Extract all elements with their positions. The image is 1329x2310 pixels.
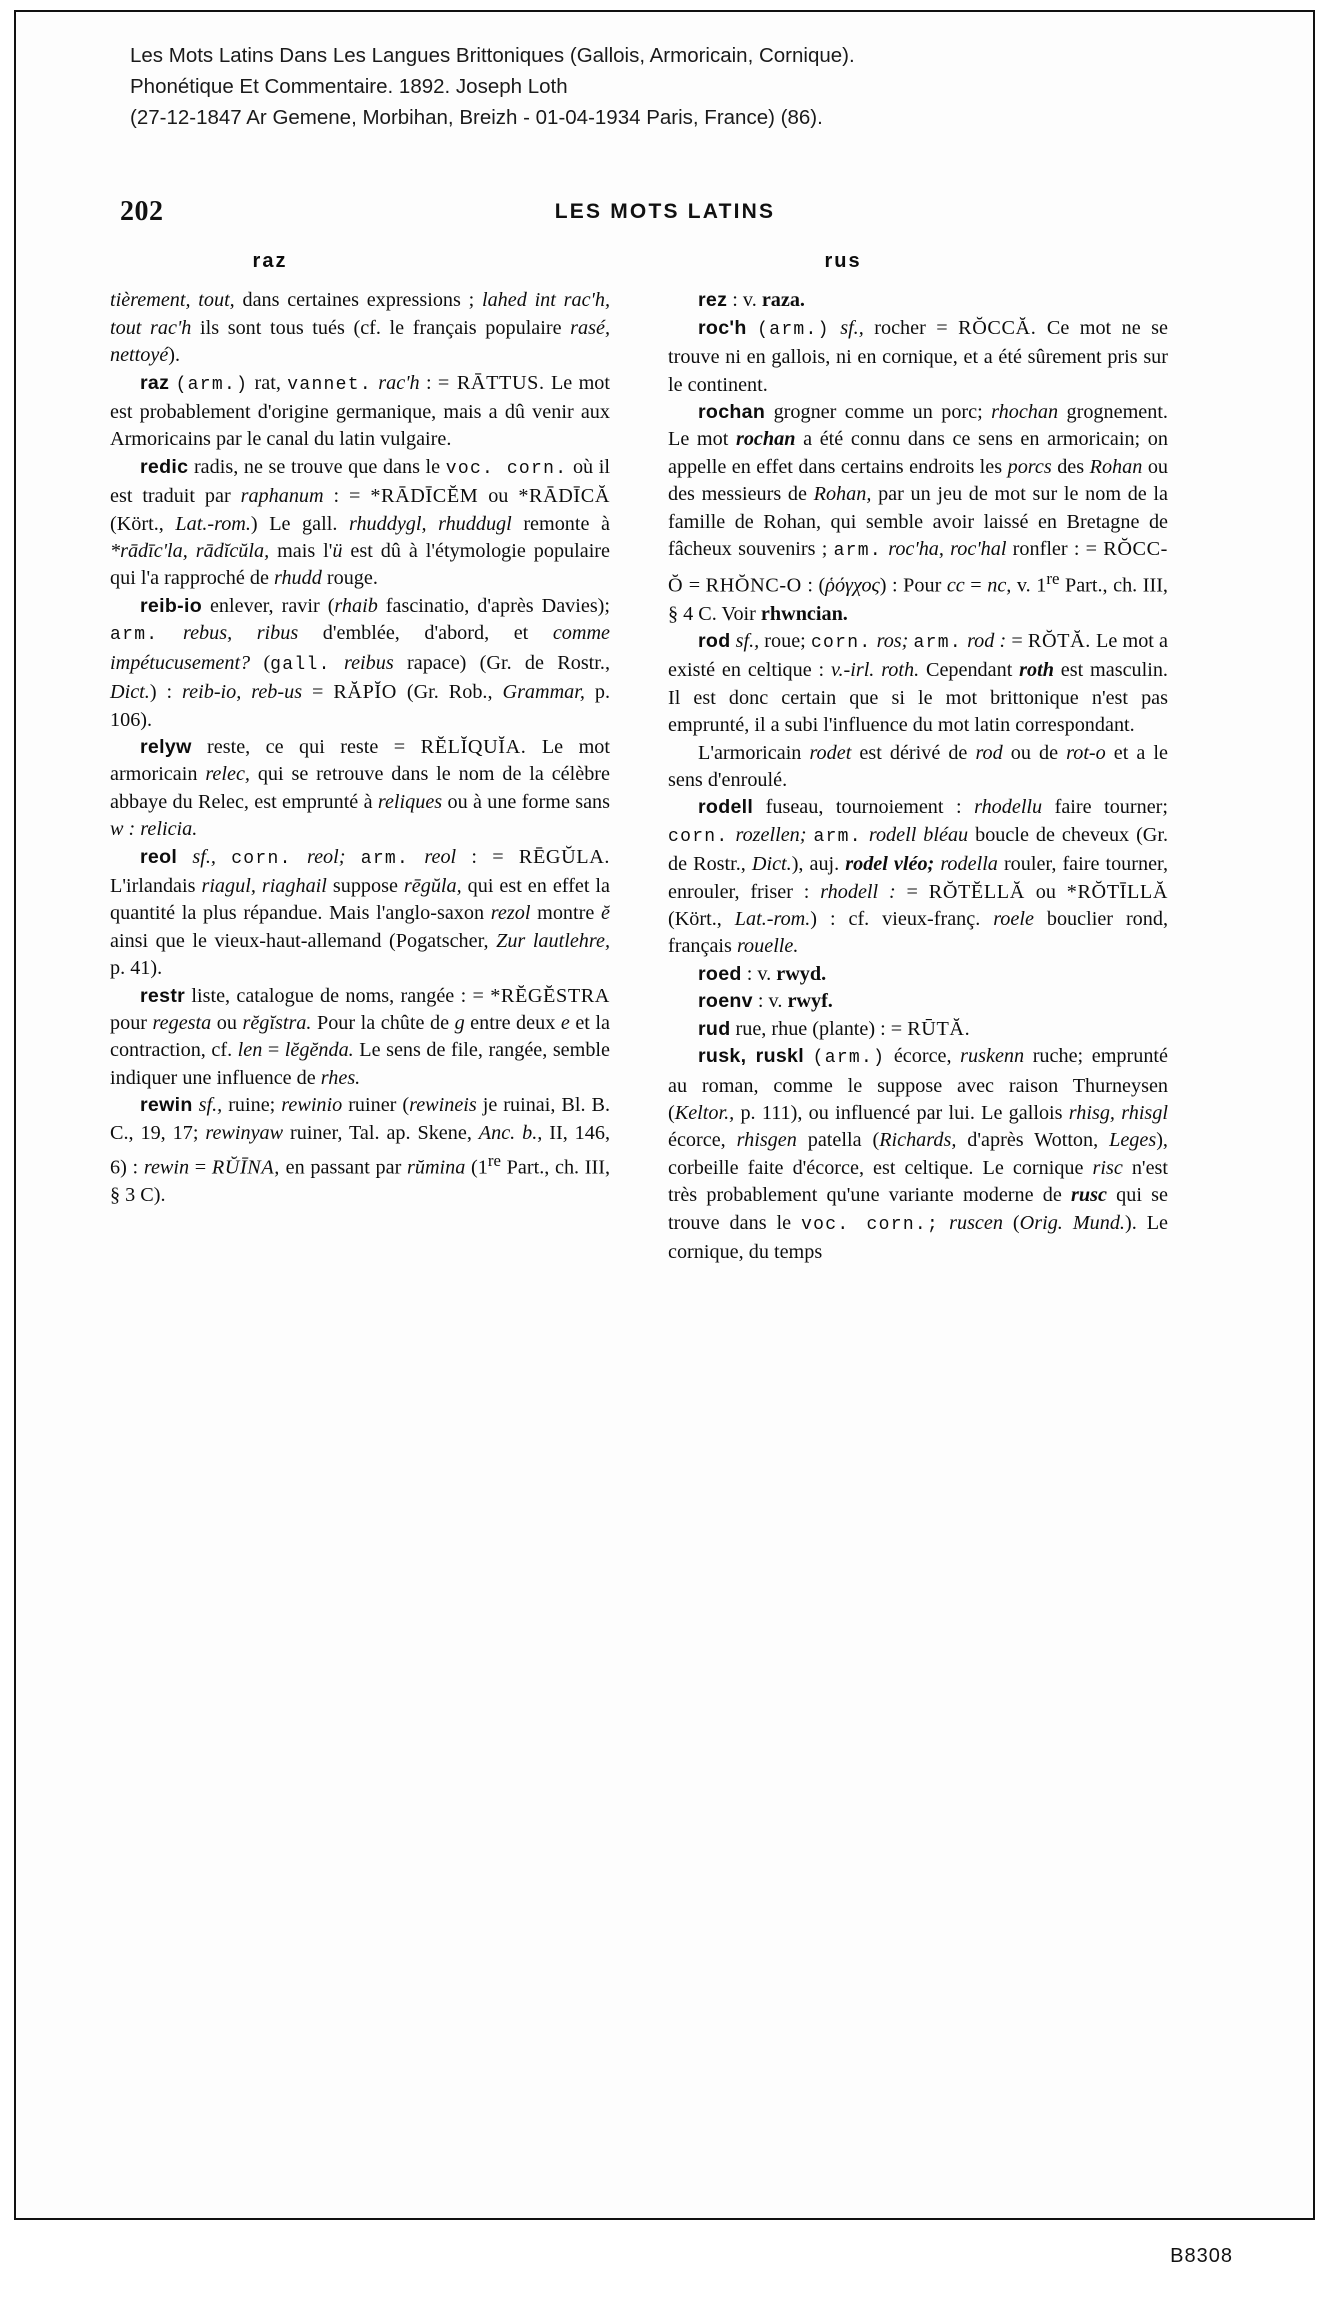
page-header	[110, 196, 1220, 226]
page-number: 202	[120, 196, 164, 227]
paragraph: rusk, ruskl (arm.) écorce, ruskenn ruche; emprunté au roman, comme le suppose avec raison Thurneysen (Keltor., p. 111), ou influencé par lui. Le gallois rhisg, rhisgl écorce, rhisgen patella (Richards, d'après Wotton, Leges), corbeille faite d'écorce, est celtique. Le cornique risc n'est très probablement qu'une variante moderne de rusc qui se trouve dans le voc. corn.; ruscen (Orig. Mund.). Le cornique, du temps	[668, 1045, 1169, 1263]
paragraph: relyw reste, ce qui reste = RĔLĬQUĬA. Le mot armoricain relec, qui se retrouve dans le nom de la célèbre abbaye du Relec, est emprunté à reliques ou à une forme sans w : relicia.	[110, 735, 610, 841]
catchword-left: raz	[252, 250, 288, 272]
paragraph: rez : v. raza.	[698, 289, 805, 312]
header-line-1: Les Mots Latins Dans Les Langues Brittoniques (Gallois, Armoricain, Cornique).	[130, 44, 855, 67]
paragraph: rod sf., roue; corn. ros; arm. rod : = RŎTĂ. Le mot a existé en celtique : v.-irl. roth. Cependant roth est masculin. Il est donc certain que si le mot brittonique n'est pas emprunté, il a subi l'influence du mot latin correspondant.	[668, 630, 1168, 737]
column-right	[668, 248, 1168, 1266]
archive-barcode-id: B8308	[1170, 2245, 1233, 2267]
running-head: LES MOTS LATINS	[554, 200, 776, 223]
paragraph: raz (arm.) rat, vannet. rac'h : = RĀTTUS. Le mot est probablement d'origine germanique, mais a dû venir aux Armoricains par le canal du latin vulgaire.	[110, 371, 610, 451]
paragraph: rewin sf., ruine; rewinio ruiner (rewineis je ruinai, Bl. B. C., 19, 17; rewinyaw ruiner, Tal. ap. Skene, Anc. b., II, 146, 6) : rewin = RŬĪNA, en passant par rŭmina (1re Part., ch. III, § 3 C).	[110, 1094, 611, 1207]
text-body	[110, 248, 1230, 1266]
paragraph: restr liste, catalogue de noms, rangée : = *RĔGĔSTRA pour regesta ou rĕgĭstra. Pour la chûte de g entre deux e et la contraction, cf. len = lĕgĕnda. Le sens de file, rangée, semble indiquer une influence de rhes.	[110, 984, 610, 1089]
paragraph: roc'h (arm.) sf., rocher = RŎCCĂ. Ce mot ne se trouve ni en gallois, ni en cornique, et a été sûrement pris sur le continent.	[668, 316, 1168, 396]
paragraph: rodell fuseau, tournoiement : rhodellu faire tourner; corn. rozellen; arm. rodell bléau boucle de cheveux (Gr. de Rostr., Dict.), auj. rodel vléo; rodella rouler, faire tourner, enrouler, friser : rhodell : = RŎTĔLLĂ ou *RŎTĪLLĂ (Kört., Lat.-rom.) : cf. vieux-franç. roele bouclier rond, français rouelle.	[668, 796, 1169, 958]
paragraph: tièrement, tout, dans certaines expressions ; lahed int rac'h, tout rac'h ils sont tous tués (cf. le français populaire rasé, nettoyé).	[110, 289, 610, 367]
paragraph: redic radis, ne se trouve que dans le voc. corn. où il est traduit par raphanum : = *RĀDĪCĔM ou *RĀDĪCĂ (Kört., Lat.-rom.) Le gall. rhuddygl, rhuddugl remonte à *rādīc'la, rādĭcŭla, mais l'ü est dû à l'étymologie populaire qui l'a rapproché de rhudd rouge.	[110, 455, 610, 590]
catchword-right: rus	[824, 250, 862, 272]
paragraph: roenv : v. rwyf.	[698, 990, 833, 1013]
paragraph: rud rue, rhue (plante) : = RŪTĂ.	[698, 1017, 971, 1040]
header-line-2: Phonétique Et Commentaire. 1892. Joseph Loth	[130, 75, 568, 98]
column-left	[110, 248, 610, 1266]
paragraph: reib-io enlever, ravir (rhaib fascinatio, d'après Davies); arm. rebus, ribus d'emblée, d'abord, et comme impétucusement? (gall. reibus rapace) (Gr. de Rostr., Dict.) : reib-io, reb-us = RĂPĬO (Gr. Rob., Grammar, p. 106).	[110, 594, 611, 731]
paragraph: roed : v. rwyd.	[698, 962, 827, 985]
archive-header-note	[130, 40, 1230, 133]
paragraph: L'armoricain rodet est dérivé de rod ou de rot-o et a le sens d'enroulé.	[668, 741, 1169, 792]
paragraph: reol sf., corn. reol; arm. reol : = RĒGŬLA. L'irlandais riagul, riaghail suppose rēgŭla, qui est en effet la quantité la plus répandue. Mais l'anglo-saxon rezol montre ĕ ainsi que le vieux-haut-allemand (Pogatscher, Zur lautlehre, p. 41).	[110, 845, 611, 980]
header-line-3: (27-12-1847 Ar Gemene, Morbihan, Breizh - 01-04-1934 Paris, France) (86).	[130, 106, 823, 129]
paragraph: rochan grogner comme un porc; rhochan grognement. Le mot rochan a été connu dans ce sens en armoricain; on appelle en effet dans certains endroits les porcs des Rohan ou des messieurs de Rohan, par un jeu de mot sur le nom de la famille de Rohan, qui semble avoir laissé en Bretagne de fâcheux souvenirs ; arm. roc'ha, roc'hal ronfler : = RŎCC-Ŏ = RHŎNC-O : (ῥόγχος) : Pour cc = nc, v. 1re Part., ch. III, § 4 C. Voir rhwncian.	[668, 401, 1169, 625]
